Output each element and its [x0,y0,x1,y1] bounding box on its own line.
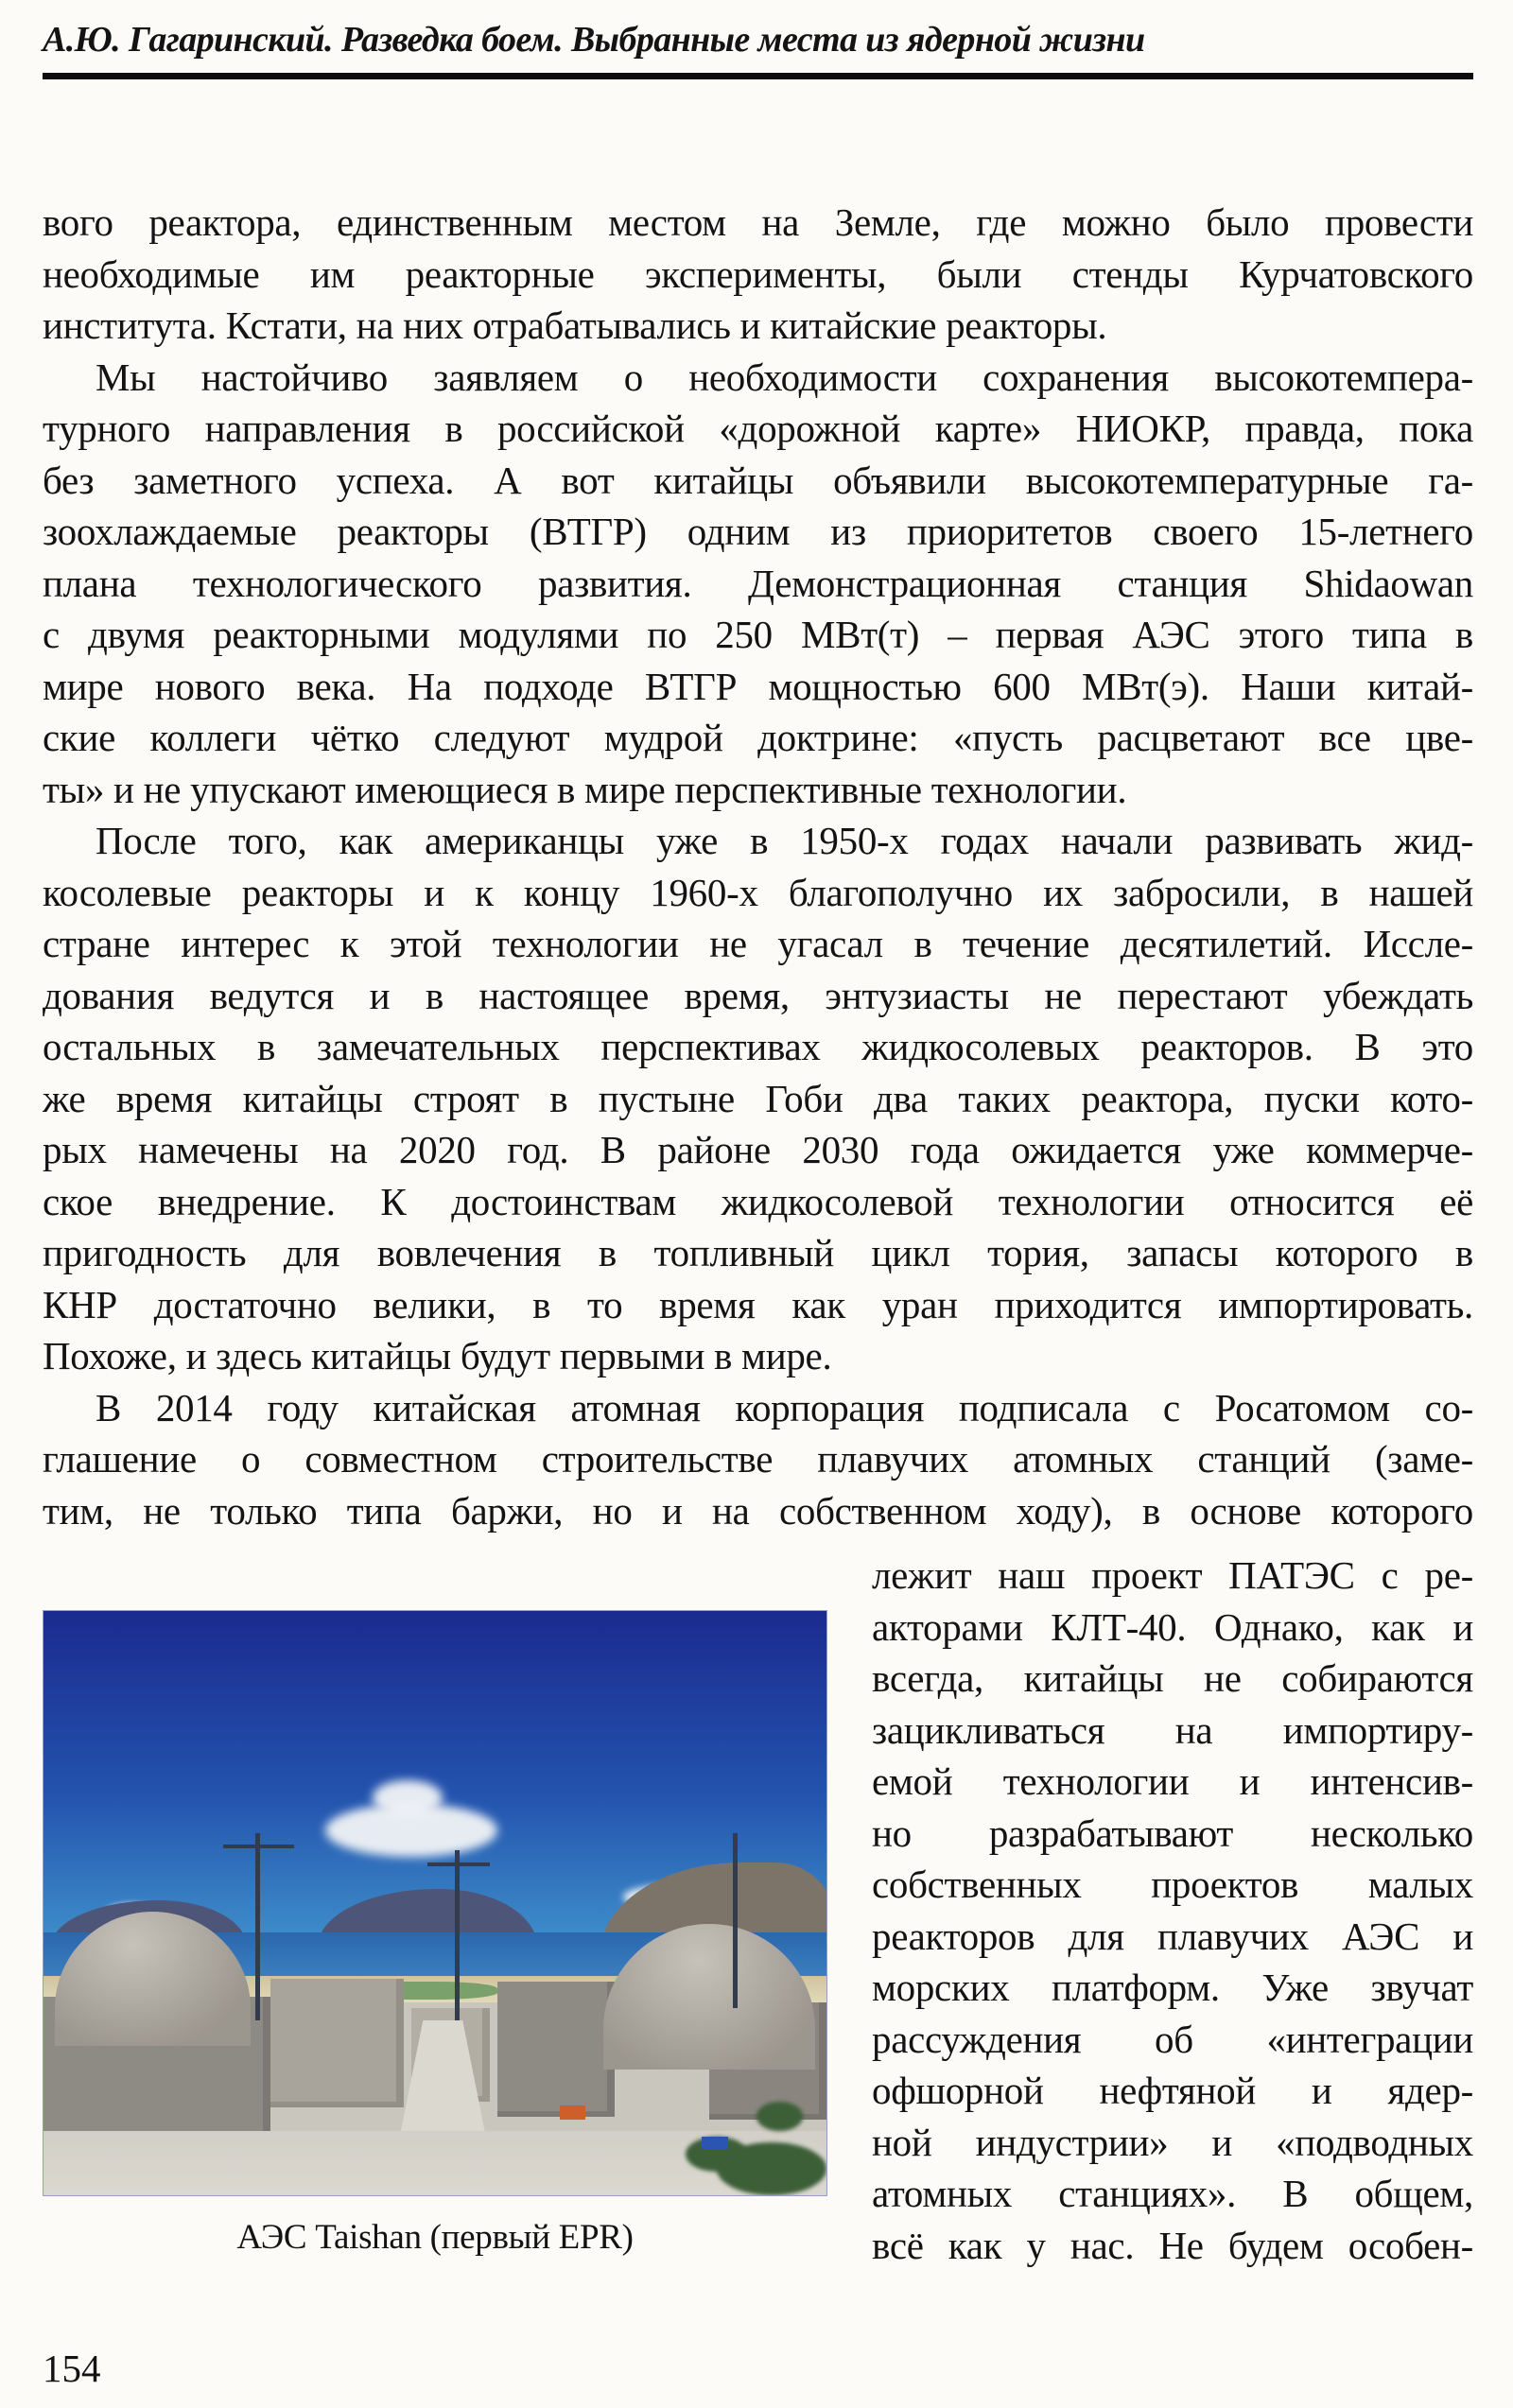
text-line: емой технологии и интенсив- [872,1759,1473,1803]
text-line: После того, как американцы уже в 1950-х годах начали развивать жид- [96,819,1473,862]
text-line: рассуждения об «интеграции [872,2017,1473,2061]
photo-crane [255,1833,260,2020]
figure-caption: АЭС Taishan (первый EPR) [236,2218,634,2257]
photo-vehicle-orange [560,2105,584,2120]
text-line: Мы настойчиво заявляем о необходимости сохранения высокотемпера- [96,355,1473,399]
text-line: турного направления в российской «дорожной карте» НИОКР, правда, пока [43,407,1473,450]
header-rule [43,73,1473,79]
text-line: с двумя реакторными модулями по 250 МВт(т) – первая АЭС этого типа в [43,613,1473,656]
text-line: зацикливаться на импортиру- [872,1707,1473,1752]
text-line: ной индустрии» и «подводных [872,2120,1473,2164]
text-line: зоохлаждаемые реакторы (ВТГР) одним из приоритетов своего 15-летнего [43,510,1473,553]
text-line: офшорной нефтяной и ядер- [872,2069,1473,2112]
photo-crane-boom [427,1862,490,1866]
text-line: акторами КЛТ-40. Однако, как и [872,1604,1473,1649]
text-line: лежит наш проект ПАТЭС с ре- [872,1553,1473,1597]
text-line: же время китайцы строят в пустыне Гоби два таких реактора, пуски кото- [43,1076,1473,1120]
text-line: атомных станциях». В общем, [872,2172,1473,2215]
taishan-npp-photo [43,1610,827,2196]
text-line: необходимые им реакторные эксперименты, были стенды Курчатовского [43,251,1473,296]
text-line: вого реактора, единственным местом на Земле, где можно было провести [43,200,1473,244]
text-line: стране интерес к этой технологии не угасал в течение десятилетий. Иссле- [43,922,1473,965]
photo-crane [733,1833,738,2008]
text-line: морских платформ. Уже звучат [872,1966,1473,2009]
body-text [43,197,1473,1536]
text-line: плана технологического развития. Демонстрационная станция Shidaowan [43,561,1473,605]
photo-vehicle-blue [702,2137,729,2148]
text-line: косолевые реакторы и к концу 1960-х благополучно их забросили, в нашей [43,870,1473,914]
photo-building [497,1982,615,2116]
text-line: мире нового века. На подходе ВТГР мощностью 600 МВт(э). Наши китай- [43,664,1473,708]
text-line: собственных проектов малых [872,1862,1473,1906]
text-line: ты» и не упускают имеющиеся в мире перспективные технологии. [43,767,1127,811]
text-line: остальных в замечательных перспективах жидкосолевых реакторов. В это [43,1025,1473,1068]
text-line: КНР достаточно велики, в то время как уран приходится импортировать. [43,1282,1473,1326]
page-number: 154 [43,2347,101,2390]
text-line: Похоже, и здесь китайцы будут первыми в мире. [43,1334,832,1377]
image-text-wrap [43,1550,1473,2271]
running-header: А.Ю. Гагаринский. Разведка боем. Выбранные места из ядерной жизни [43,20,1145,60]
text-line: рых намечены на 2020 год. В районе 2030 года ожидается уже коммерче- [43,1128,1473,1171]
photo-building [270,1979,404,2107]
text-line: всё как у нас. Не будем особен- [872,2223,1473,2267]
text-line: института. Кстати, на них отрабатывались и китайские реакторы. [43,303,1107,347]
figure-column [43,1550,827,2271]
photo-palm-trees [756,2102,804,2131]
text-line: В 2014 году китайская атомная корпорация подписала с Росатомом со- [96,1385,1473,1429]
text-line: но разрабатывают несколько [872,1810,1473,1855]
photo-crane-boom [223,1845,294,1848]
text-line: тим, не только типа баржи, но и на собственном ходу), в основе которого [43,1488,1473,1533]
text-line: реакторов для плавучих АЭС и [872,1914,1473,1958]
text-line: ские коллеги чётко следуют мудрой доктрине: «пусть расцветают все цве- [43,716,1473,759]
text-line: пригодность для вовлечения в топливный цикл тория, запасы которого в [43,1231,1473,1274]
text-line: ское внедрение. К достоинствам жидкосолевой технологии относится её [43,1179,1473,1223]
wrap-text-column [872,1550,1473,2271]
text-line: без заметного успеха. А вот китайцы объявили высокотемпературные га- [43,458,1473,502]
text-line: дования ведутся и в настоящее время, энтузиасты не перестают убеждать [43,973,1473,1017]
text-line: всегда, китайцы не собираются [872,1656,1473,1700]
photo-crane [455,1850,460,2019]
text-line: глашение о совместном строительстве плавучих атомных станций (заме- [43,1437,1473,1481]
